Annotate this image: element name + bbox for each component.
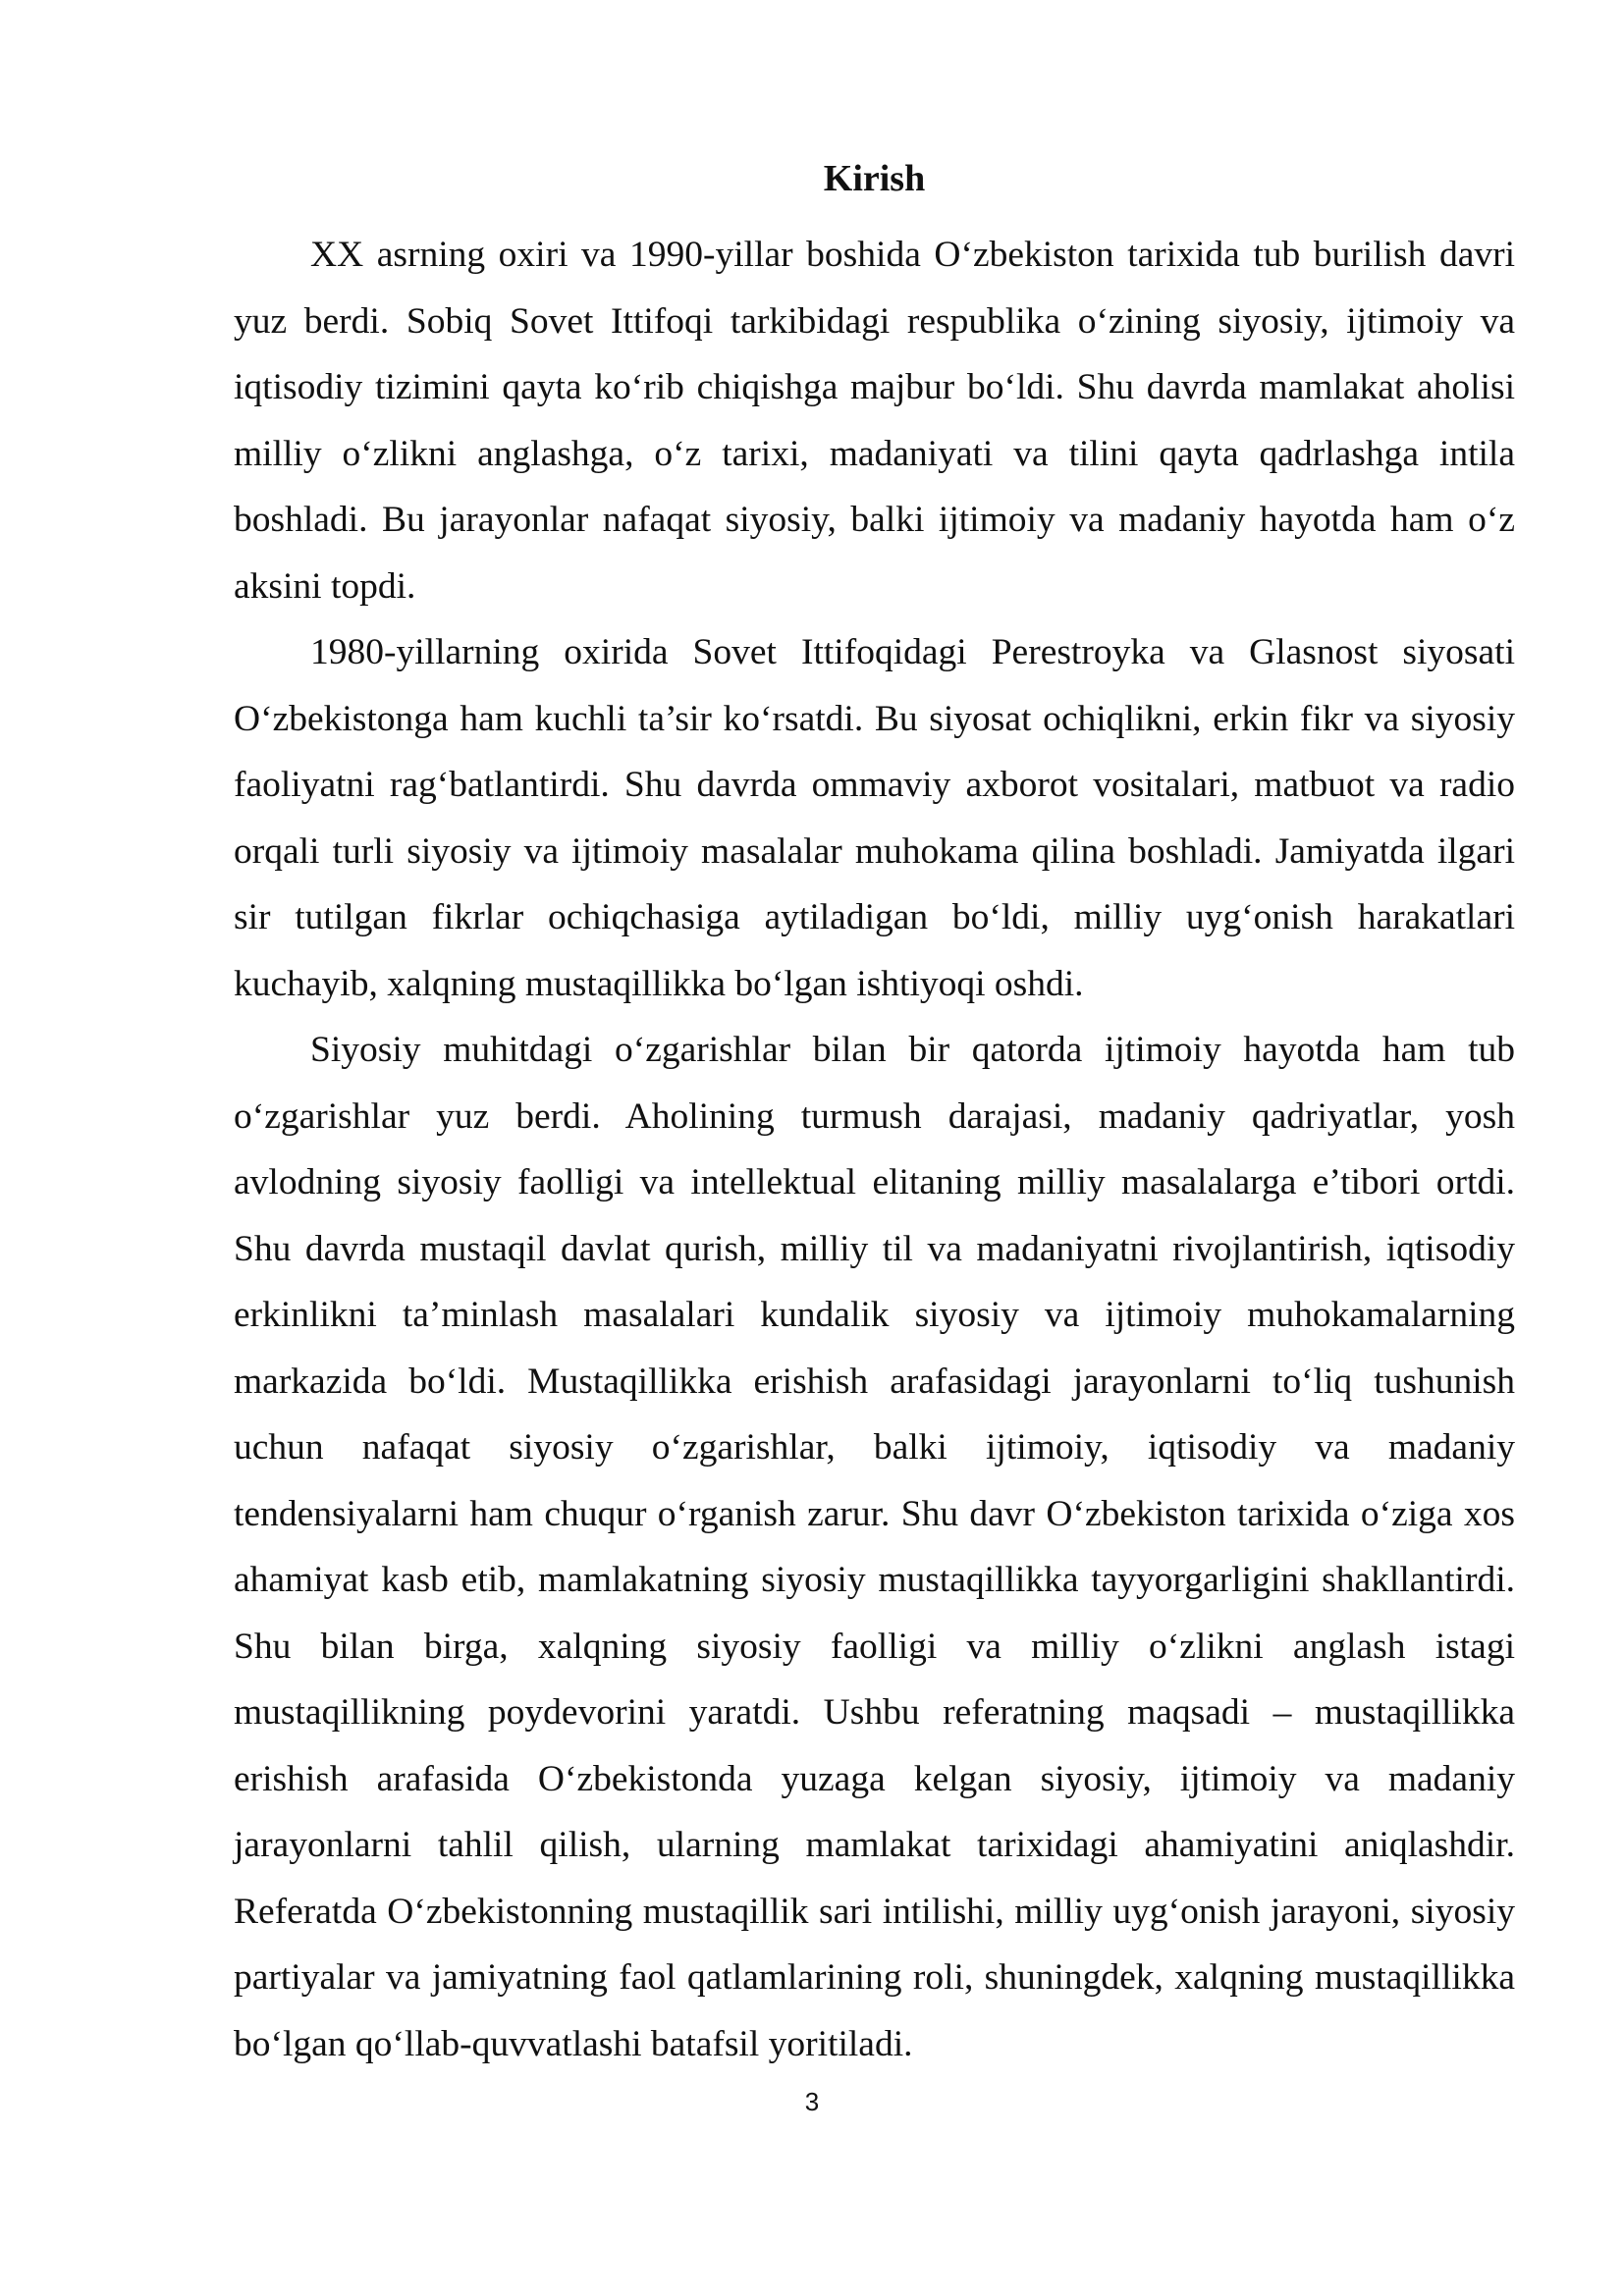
paragraph-1: XX asrning oxiri va 1990-yillar boshida O‘zbekiston tarixida tub burilish davri yuz berdi. Sobiq Sovet Ittifoqi tarkibidagi respublika o‘zining siyosiy, ijtimoiy va iqtisodiy tizimini qayta ko‘rib chiqishga majbur bo‘ldi. Shu davrda mamlakat aholisi milliy o‘zlikni anglashga, o‘z tarixi, madaniyati va tilini qayta qadrlashga intila boshladi. Bu jarayonlar nafaqat siyosiy, balki ijtimoiy va madaniy hayotda ham o‘z aksini topdi. (234, 235, 1515, 607)
page-content (234, 149, 1515, 2077)
paragraph-3: Siyosiy muhitdagi o‘zgarishlar bilan bir qatorda ijtimoiy hayotda ham tub o‘zgarishlar yuz berdi. Aholining turmush darajasi, madaniy qadriyatlar, yosh avlodning siyosiy faolligi va intellektual elitaning milliy masalalarga e’tibori ortdi. Shu davrda mustaqil davlat qurish, milliy til va madaniyatni rivojlantirish, iqtisodiy erkinlikni ta’minlash masalalari kundalik siyosiy va ijtimoiy muhokamalarning markazida bo‘ldi. Mustaqillikka erishish arafasidagi jarayonlarni to‘liq tushunish uchun nafaqat siyosiy o‘zgarishlar, balki ijtimoiy, iqtisodiy va madaniy tendensiyalarni ham chuqur o‘rganish zarur. Shu davr O‘zbekiston tarixida o‘ziga xos ahamiyat kasb etib, mamlakatning siyosiy mustaqillikka tayyorgarligini shakllantirdi. Shu bilan birga, xalqning siyosiy faolligi va milliy o‘zlikni anglash istagi mustaqillikning poydevorini yaratdi. Ushbu referatning maqsadi – mustaqillikka erishish arafasida O‘zbekistonda yuzaga kelgan siyosiy, ijtimoiy va madaniy jarayonlarni tahlil qilish, ularning mamlakat tarixidagi ahamiyatini aniqlashdir. Referatda O‘zbekistonning mustaqillik sari intilishi, milliy uyg‘onish jarayoni, siyosiy partiyalar va jamiyatning faol qatlamlarining roli, shuningdek, xalqning mustaqillikka bo‘lgan qo‘llab-quvvatlashi batafsil yoritiladi. (234, 1030, 1515, 2064)
page-number: 3 (804, 2087, 820, 2116)
paragraph-2: 1980-yillarning oxirida Sovet Ittifoqidagi Perestroyka va Glasnost siyosati O‘zbekistonga ham kuchli ta’sir ko‘rsatdi. Bu siyosat ochiqlikni, erkin fikr va siyosiy faoliyatni rag‘batlantirdi. Shu davrda ommaviy axborot vositalari, matbuot va radio orqali turli siyosiy va ijtimoiy masalalar muhokama qilina boshladi. Jamiyatda ilgari sir tutilgan fikrlar ochiqchasiga aytiladigan bo‘ldi, milliy uyg‘onish harakatlari kuchayib, xalqning mustaqillikka bo‘lgan ishtiyoqi oshdi. (234, 632, 1515, 1004)
section-title: Kirish (823, 158, 926, 199)
